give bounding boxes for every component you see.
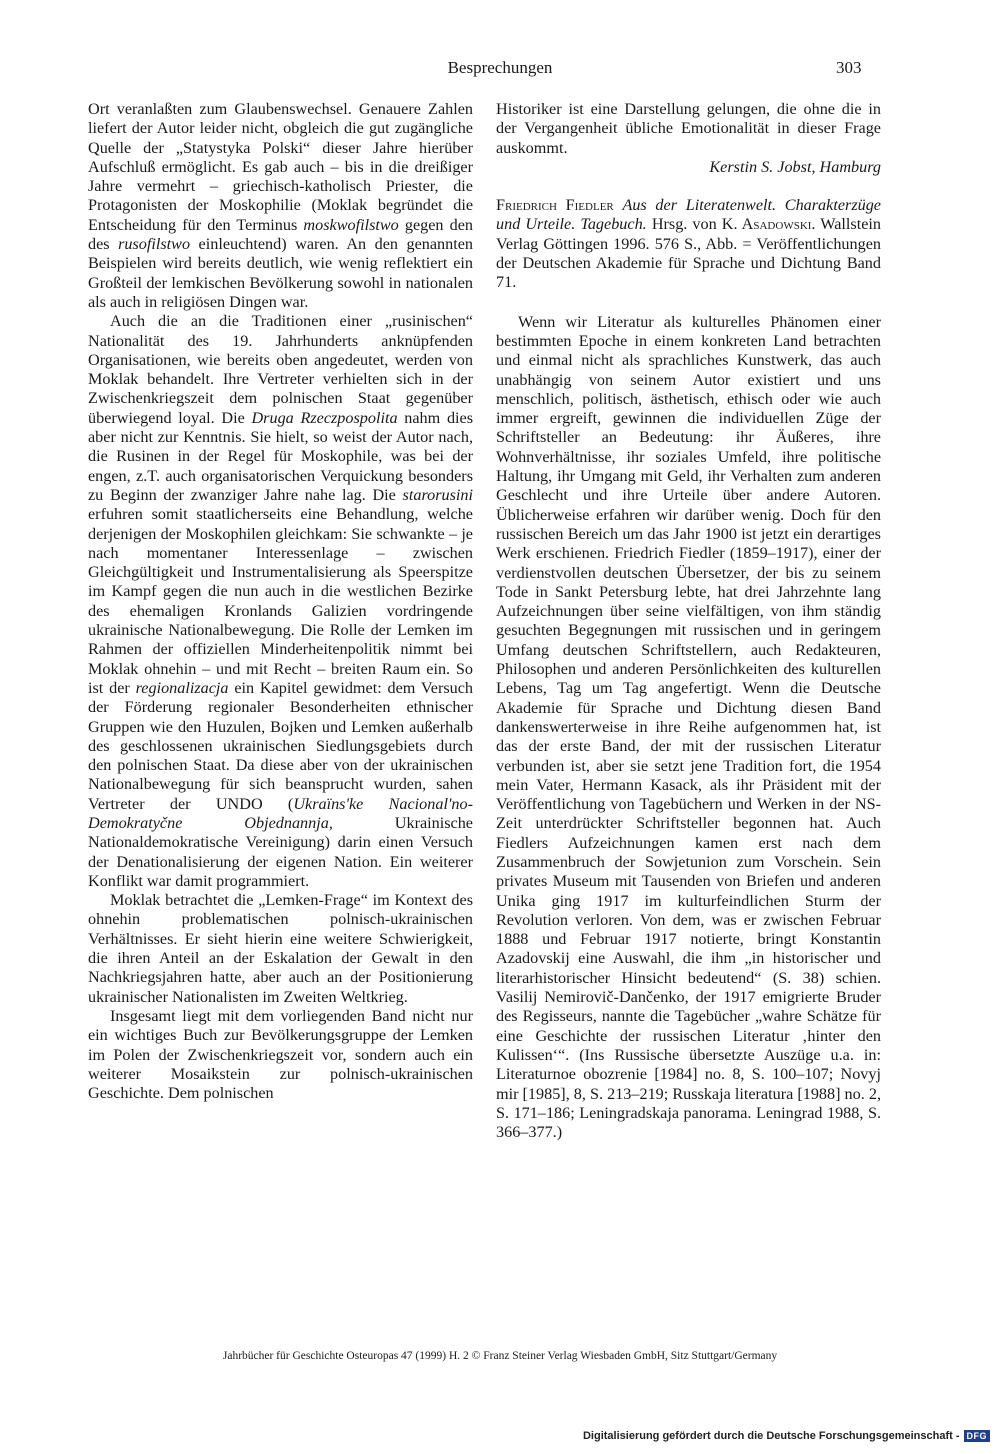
emphasis: regionalizacja <box>135 678 229 697</box>
paragraph: Auch die an die Traditionen einer „rusinischen“ Nationalität des 19. Jahrhunderts anknüpfenden Organisationen, wie bereits oben angedeutet, werden von Moklak behandelt. Ihre Vertreter verhielten sich in der Zwischenkriegszeit dem polnischen Staat gegenüber überwiegend loyal. Die Druga Rzeczpospolita nahm dies aber nicht zur Kenntnis. Sie hielt, so weist der Autor nach, die Rusinen in der Regel für Moskophile, was bei der engen, z.T. auch organisatorischen Verquickung besonders zu Beginn der zwanziger Jahre nahe lag. Die starorusini erfuhren somit staatlicherseits eine Behandlung, welche derjenigen der Moskophilen gleichkam: Sie schwankte – je nach momentaner Interessenlage – zwischen Gleichgültigkeit und Instrumentalisierung als Speerspitze im Kampf gegen die nun auch in die westlichen Bezirke des ehemaligen Kronlands Galizien vordringende ukrainische Nationalbewegung. Die Rolle der Lemken im Rahmen der offiziellen Minderheitenpolitik nimmt bei Moklak ohnehin – und mit Recht – breiten Raum ein. So ist der regionalizacja ein Kapitel gewidmet: dem Versuch der Förderung regionaler Besonderheiten ethnischer Gruppen wie den Huzulen, Bojken und Lemken außerhalb des geschlossenen ukrainischen Siedlungsgebiets durch den polnischen Staat. Da diese aber von der ukrainischen Nationalbewegung für sich beansprucht wurden, sahen Vertreter der UNDO (Ukraïns'ke Nacional'no-Demokratyčne Objednannja, Ukrainische Nationaldemokratische Vereinigung) darin einen Versuch der Denationalisierung der eigenen Nation. Ein weiterer Konflikt war damit programmiert. <box>88 312 474 890</box>
book-title: Aus der Literatenwelt. Charakterzüge und Urteile. Tagebuch. <box>496 196 881 234</box>
emphasis: rusofilstwo <box>118 235 191 254</box>
paragraph: Historiker ist eine Darstellung gelungen, die ohne die in der Vergangenheit übliche Emotionalität in dieser Frage auskommt. <box>496 100 881 157</box>
emphasis: starorusini <box>402 485 474 504</box>
page-number: 303 <box>836 58 862 77</box>
page-header-title: Besprechungen <box>447 58 553 77</box>
book-author: Friedrich Fiedler <box>496 196 614 215</box>
dfg-logo-icon: DFG <box>964 1430 991 1442</box>
paragraph: Wenn wir Literatur als kulturelles Phänomen einer bestimmten Epoche in einem konkreten Land betrachten und einmal nicht als sprachliches Kunstwerk, das auch unabhängig von seinem Autor existiert und uns menschlich, politisch, ästhetisch, ethisch oder wie auch immer ergreift, gewinnen die individuellen Züge der Schriftsteller an Bedeutung: ihr Äußeres, ihre Wohnverhältnisse, ihr soziales Umfeld, ihre politische Haltung, ihr Umgang mit Geld, ihr Verhalten zum anderen Geschlecht und ihre Urteile über andere Autoren. Üblicherweise erfahren wir darüber wenig. Doch für den russischen Bereich um das Jahr 1900 ist jetzt ein derartiges Werk erschienen. Friedrich Fiedler (1859–1917), einer der verdienstvollen deutschen Übersetzer, der bis zu seinem Tode in Sankt Petersburg lebte, hat drei Jahrzehnte lang Aufzeichnungen über seine vielfältigen, von ihm ständig gesuchten Begegnungen mit russischen und in geringem Umfang deutschen Schriftstellern, auch Redakteuren, Philosophen und anderen Persönlichkeiten des kulturellen Lebens, Tag um Tag angefertigt. Wenn die Deutsche Akademie für Sprache und Dichtung diesen Band dankenswerterweise in ihre Reihe aufgenommen hat, ist das der erste Band, der mit der russischen Literatur verbunden ist, aber sie setzt jene Tradition fort, die 1954 mein Vater, Hermann Kasack, als ihr Präsident mit der Veröffentlichung von Tagebüchern und Werken in der NS-Zeit unterdrückter Schriftsteller begonnen hat. Auch Fiedlers Aufzeichnungen kamen erst nach dem Zusammenbruch der Sowjetunion zum Vorschein. Sein privates Museum mit Tausenden von Briefen und anderen Unika ging 1917 im kulturfeindlichen Sturm der Revolution verloren. Von dem, was er zwischen Februar 1888 und Februar 1917 notierte, bringt Konstantin Azadovskij eine Auswahl, die ihm „in historischer und literarhistorischer Hinsicht bedeutend“ (S. 38) schien. Vasilij Nemirovič-Dančenko, der 1917 emigrierte Bruder des Regisseurs, nannte die Tagebücher „wahre Schätze für eine Geschichte der russischen Literatur ‚hinter den Kulissen‘“. (Ins Russische übersetzte Auszüge u.a. in: Literaturnoe obozrenie [1984] no. 8, S. 100–107; Novyj mir [1985], 8, S. 213–219; Russkaja literatura [1988] no. 2, S. 171–186; Leningradskaja panorama. Leningrad 1988, S. 366–377.) <box>496 312 881 1142</box>
dfg-text: Digitalisierung gefördert durch die Deutsche Forschungsgemeinschaft - <box>582 1430 960 1442</box>
emphasis: Ukraïns'ke Nacional'no-Demokratyčne Objednannja, <box>88 794 474 832</box>
emphasis: moskwofilstwo <box>303 215 399 234</box>
paragraph: Insgesamt liegt mit dem vorliegenden Band nicht nur ein wichtiges Buch zur Bevölkerungsgruppe der Lemken im Polen der Zwischenkriegszeit vor, sondern auch ein weiterer Mosaikstein zur polnisch-ukrainischen Geschichte. Dem polnischen <box>88 1006 473 1103</box>
review-signature: Kerstin S. Jobst, Hamburg <box>709 157 881 176</box>
left-column <box>88 100 473 1103</box>
paragraph: Moklak betrachtet die „Lemken-Frage“ im Kontext des ohnehin problematischen polnisch-ukrainischen Verhältnisses. Er sieht hierin eine weitere Schwierigkeit, die ihren Anteil an der Eskalation der Gewalt in den Nachkriegsjahren hatte, aber auch an der Positionierung ukrainischer Nationalisten im Zweiten Weltkrieg. <box>88 891 473 1006</box>
paragraph: Ort veranlaßten zum Glaubenswechsel. Genauere Zahlen liefert der Autor leider nicht, obgleich die gut zugängliche Quelle der „Statystyka Polski“ dieser Jahre hierüber Aufschluß ermöglicht. Es gab auch – bis in die dreißiger Jahre vermehrt – griechisch-katholisch Priester, die Protagonisten der Moskophilie (Moklak begründet die Entscheidung für den Terminus moskwofilstwo gegen den des rusofilstwo einleuchtend) waren. An den genannten Beispielen wird bereits deutlich, wie wenig reflektiert ein Großteil der lemkischen Bevölkerung sowohl in nationalen als auch in religiösen Dingen war. <box>88 100 474 311</box>
book-editor: K. Asadowski. <box>721 215 816 234</box>
dfg-attribution <box>583 1430 990 1442</box>
journal-footer: Jahrbücher für Geschichte Osteuropas 47 (1999) H. 2 © Franz Steiner Verlag Wiesbaden GmbH, Sitz Stuttgart/Germany <box>222 1350 778 1362</box>
bibliographic-entry: Friedrich Fiedler Aus der Literatenwelt. Charakterzüge und Urteile. Tagebuch. Hrsg. von K. Asadowski. Wallstein Verlag Göttingen 1996. 576 S., Abb. = Veröffentlichungen der Deutschen Akademie für Sprache und Dichtung Band 71. <box>496 196 881 292</box>
right-column <box>496 100 881 1142</box>
emphasis: Druga Rzeczpospolita <box>251 408 398 427</box>
